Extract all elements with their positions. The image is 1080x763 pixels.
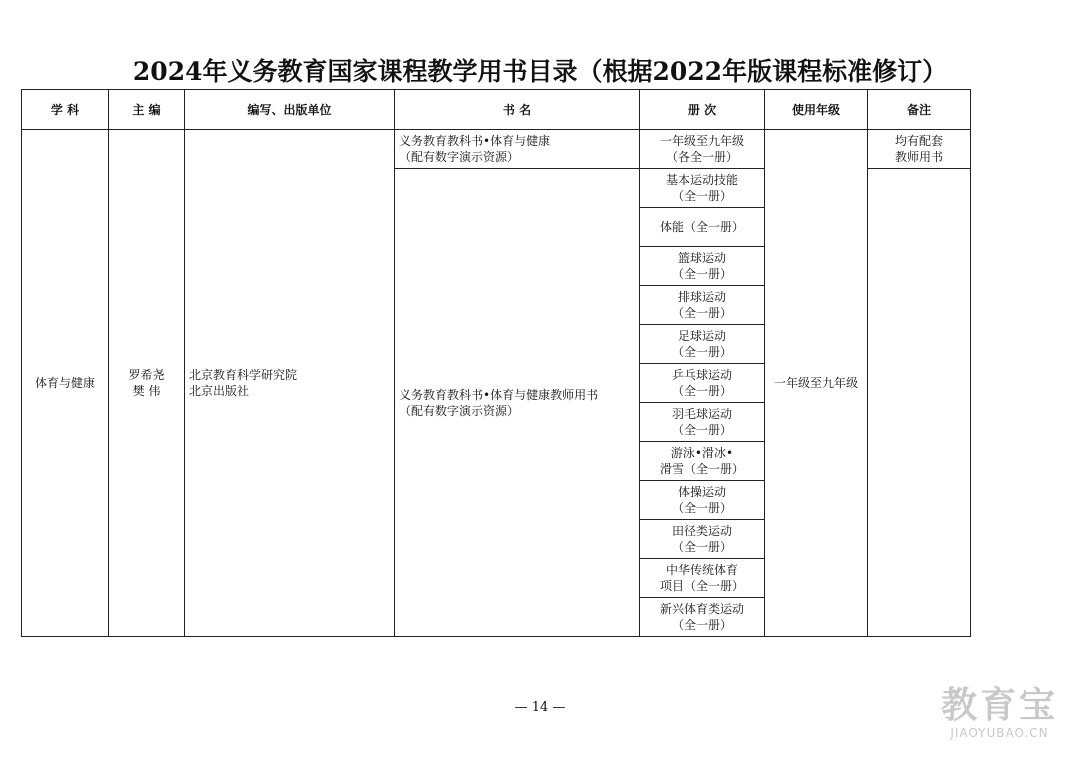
volume-line: （全一册） <box>671 618 732 632</box>
volume-cell <box>640 481 765 520</box>
volume-cell <box>640 403 765 442</box>
header-note: 备注 <box>868 90 971 130</box>
volume-cell <box>640 286 765 325</box>
volume-line: 篮球运动 <box>677 251 726 265</box>
volume-line: （全一册） <box>671 384 732 398</box>
volume-line: 一年级至九年级 <box>659 134 744 148</box>
volume-line: 中华传统体育 <box>665 563 738 577</box>
volume-line: （全一册） <box>671 423 732 437</box>
watermark-logo <box>941 686 1058 740</box>
note-cell <box>868 130 971 169</box>
volume-line: 新兴体育类运动 <box>659 602 744 616</box>
volume-cell <box>640 169 765 208</box>
volume-line: （全一册） <box>671 540 732 554</box>
book-title-cell <box>395 130 640 169</box>
document-title: 2024年义务教育国家课程教学用书目录（根据2022年版课程标准修订） <box>132 57 948 86</box>
book-title-line: 义务教育教科书•体育与健康 <box>399 134 551 148</box>
subject-cell: 体育与健康 <box>22 130 109 637</box>
volume-line: 田径类运动 <box>671 524 732 538</box>
volume-cell <box>640 598 765 637</box>
volume-cell <box>640 364 765 403</box>
watermark-text: 教育宝 <box>940 685 1058 726</box>
grade-cell: 一年级至九年级 <box>765 130 868 637</box>
volume-line: 乒乓球运动 <box>671 368 732 382</box>
volume-line: （全一册） <box>671 306 732 320</box>
book-title-line: （配有数字演示资源） <box>399 403 520 418</box>
header-publisher: 编写、出版单位 <box>185 90 395 130</box>
note-line: 均有配套 <box>894 134 943 148</box>
volume-line: 基本运动技能 <box>665 173 738 187</box>
publisher-name: 北京出版社 <box>189 384 250 398</box>
page-number: — 14 — <box>514 700 566 715</box>
volume-cell <box>640 520 765 559</box>
volume-cell <box>640 130 765 169</box>
watermark-domain: JIAOYUBAO.CN <box>950 726 1049 740</box>
editor-name: 罗希尧 <box>128 368 165 382</box>
volume-line: 足球运动 <box>677 329 726 343</box>
header-grade: 使用年级 <box>765 90 868 130</box>
header-volume: 册 次 <box>640 90 765 130</box>
volume-line: 体操运动 <box>677 485 726 499</box>
header-book-title: 书 名 <box>395 90 640 130</box>
note-line: 教师用书 <box>894 150 943 164</box>
editor-name: 樊 伟 <box>132 384 161 398</box>
volume-line: （全一册） <box>671 267 732 281</box>
volume-cell <box>640 442 765 481</box>
volume-cell <box>640 325 765 364</box>
volume-line: （全一册） <box>671 189 732 203</box>
volume-line: 羽毛球运动 <box>671 407 732 421</box>
book-title-cell <box>395 169 640 637</box>
table-row <box>22 130 971 169</box>
publisher-cell <box>185 130 395 637</box>
header-row <box>22 90 971 130</box>
header-editor: 主 编 <box>109 90 185 130</box>
header-subject: 学 科 <box>22 90 109 130</box>
textbook-catalog-table <box>21 89 971 637</box>
book-title-line: 义务教育教科书•体育与健康教师用书 <box>399 387 599 402</box>
volume-line: 排球运动 <box>677 290 726 304</box>
editor-cell <box>109 130 185 637</box>
volume-line: 滑雪（全一册） <box>659 462 744 476</box>
volume-line: 项目（全一册） <box>659 579 744 593</box>
book-title-line: （配有数字演示资源） <box>399 150 520 164</box>
volume-line: 游泳•滑冰• <box>670 446 734 460</box>
volume-cell <box>640 247 765 286</box>
volume-line: （全一册） <box>671 501 732 515</box>
volume-line: （全一册） <box>671 345 732 359</box>
publisher-name: 北京教育科学研究院 <box>189 368 298 382</box>
note-cell-empty <box>868 169 971 637</box>
volume-line: （各全一册） <box>665 150 738 164</box>
volume-cell <box>640 559 765 598</box>
volume-cell <box>640 208 765 247</box>
volume-line: 体能（全一册） <box>659 220 744 234</box>
